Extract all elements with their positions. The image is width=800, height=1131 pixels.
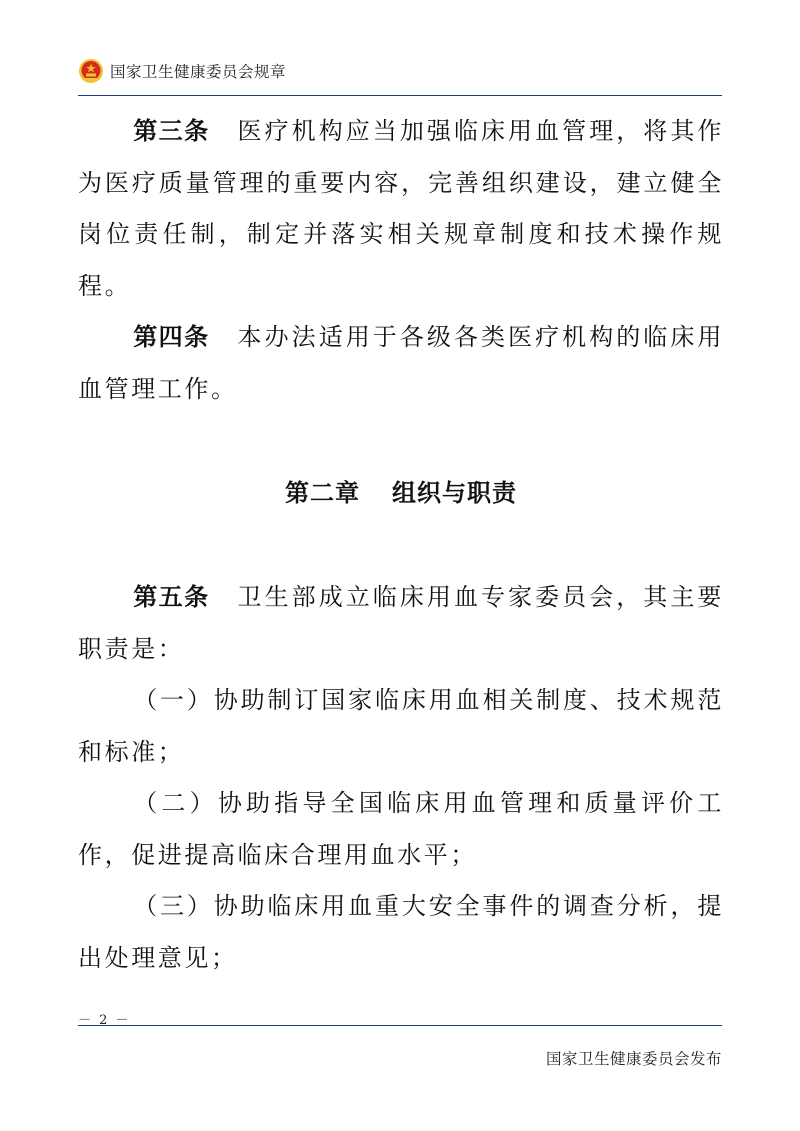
national-emblem-icon	[78, 58, 104, 84]
chapter-number: 第二章	[285, 479, 360, 507]
article-4-text: 本办法适用于各级各类医疗机构的临床用血管理工作。	[78, 323, 724, 403]
list-item: （一）协助制订国家临床用血相关制度、技术规范和标准；	[78, 686, 724, 766]
article-5-label: 第五条	[133, 583, 210, 611]
article-5-text: 卫生部成立临床用血专家委员会，其主要职责是：	[78, 583, 724, 663]
chapter-heading	[78, 415, 724, 572]
header-title: 国家卫生健康委员会规章	[110, 63, 287, 81]
article-3-text: 医疗机构应当加强临床用血管理，将其作为医疗质量管理的重要内容，完善组织建设，建立健全岗位责任制，制定并落实相关规章制度和技术操作规程。	[78, 117, 724, 300]
footer-publisher: 国家卫生健康委员会发布	[545, 1050, 722, 1068]
list-item: （二）协助指导全国临床用血管理和质量评价工作，促进提高临床合理用血水平；	[78, 789, 724, 869]
header-rule	[78, 95, 722, 96]
article-3	[78, 106, 724, 312]
article-3-label: 第三条	[133, 117, 210, 145]
document-header	[78, 54, 286, 88]
chapter-title: 组织与职责	[392, 479, 517, 507]
article-4	[78, 312, 724, 415]
article-5	[78, 572, 724, 675]
page-number: － 2 －	[78, 1013, 131, 1028]
list-item: （三）协助临床用血重大安全事件的调查分析，提出处理意见；	[78, 892, 724, 972]
article-4-label: 第四条	[133, 323, 210, 351]
footer-rule	[78, 1025, 722, 1026]
document-body	[78, 106, 724, 984]
